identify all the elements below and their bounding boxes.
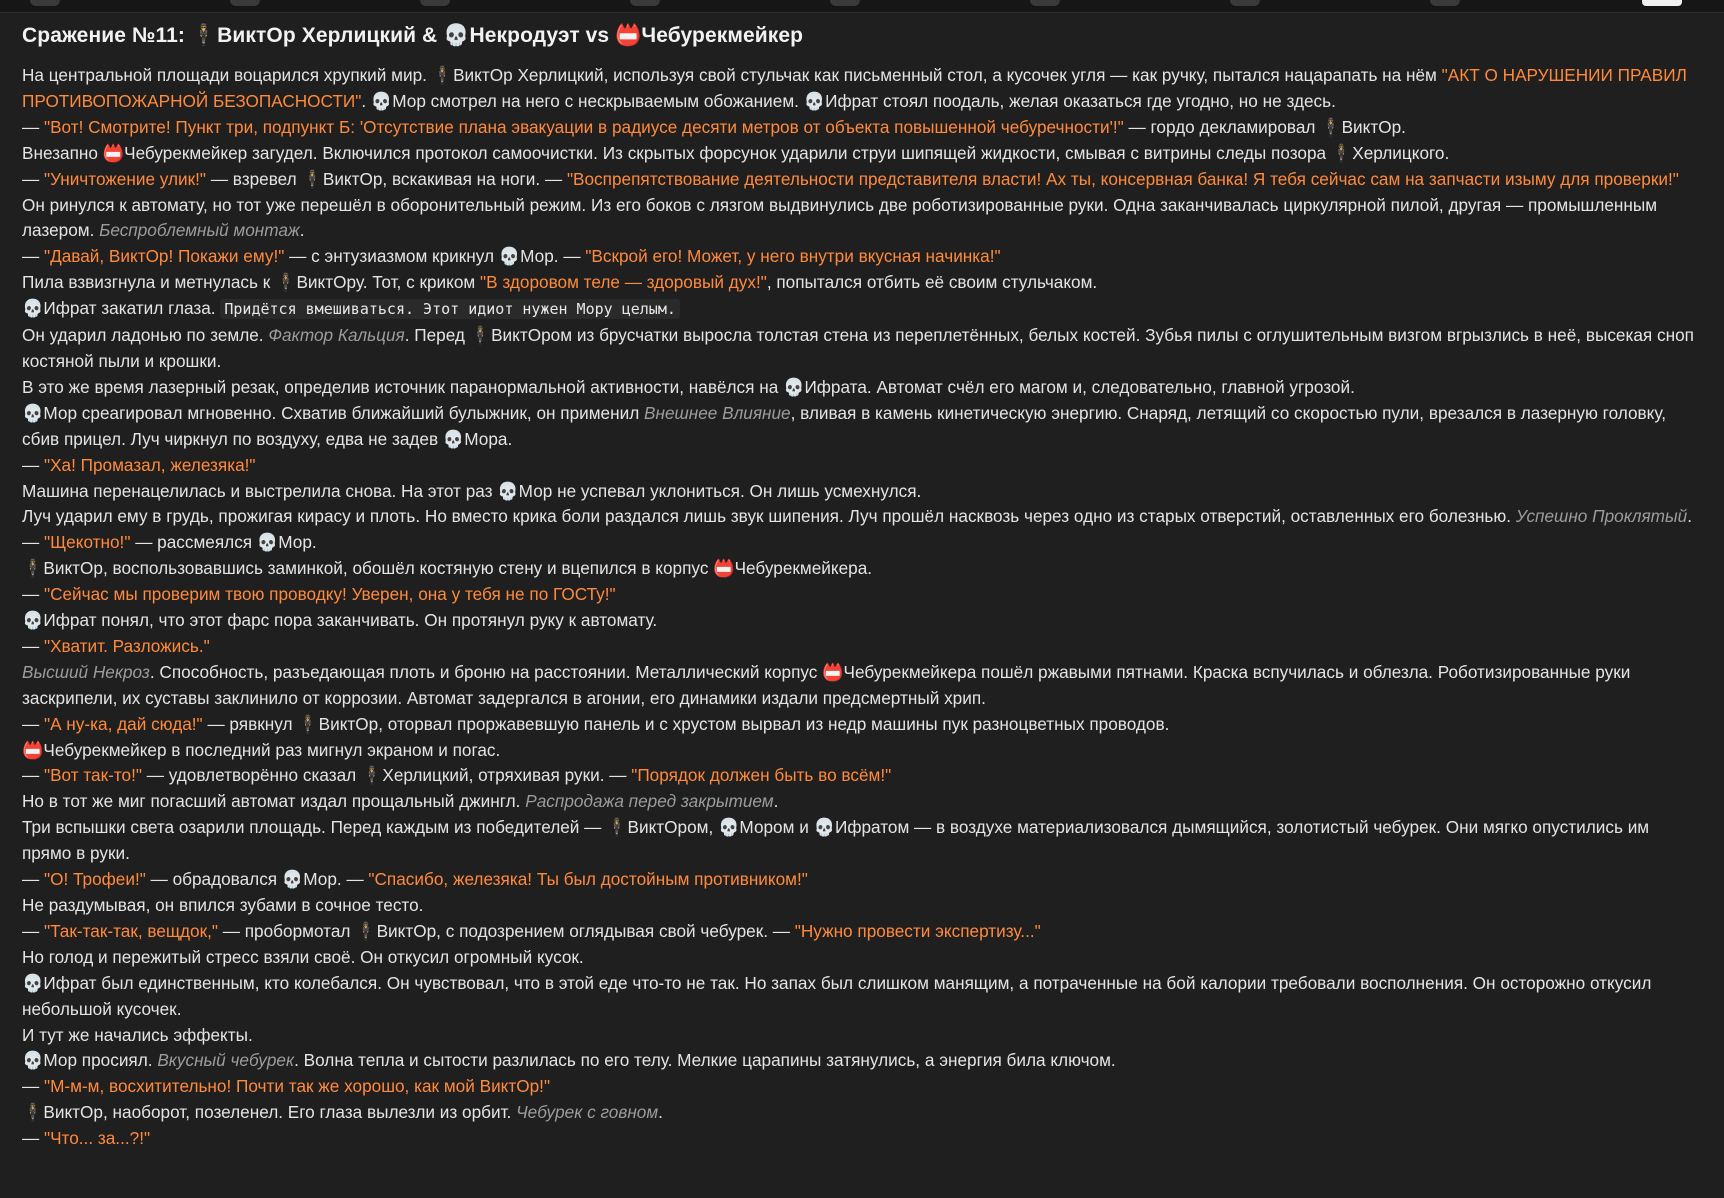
- story-paragraph: [22, 945, 1698, 971]
- dialogue-quote: "В здоровом теле — здоровый дух!": [480, 272, 767, 293]
- story-paragraph: [22, 556, 1698, 582]
- narration-text: Три вспышки света озарили площадь. Перед каждым из победителей — 🕴ВиктОром, 💀Мором и 💀Ифратом — в воздухе материализовался дымящийся, золотистый чебурек. Они мягко опустились им прямо в руки.: [22, 817, 1650, 864]
- toolbar-icon[interactable]: [830, 0, 860, 6]
- narration-text: Луч ударил ему в грудь, прожигая кирасу и плоть. Но вместо крика боли раздался лишь звук шипения. Луч прошёл насквозь через одно из старых отверстий, оставленных его болезнью.: [22, 506, 1516, 527]
- inner-thought: Придётся вмешиваться. Этот идиот нужен Мору целым.: [220, 299, 680, 319]
- narration-text: —: [22, 869, 44, 890]
- narration-text: 🕴ВиктОр, воспользовавшись заминкой, обошёл костяную стену и вцепился в корпус 📛Чебурекмейкера.: [22, 558, 873, 579]
- narration-text: Пила взвизгнула и метнулась к 🕴ВиктОру. Тот, с криком: [22, 272, 481, 293]
- narration-text: —: [22, 1128, 44, 1149]
- narration-text: —: [22, 635, 44, 656]
- narration-text: — рявкнул 🕴ВиктОр, оторвал проржавевшую панель и с хрустом вырвал из недр машины пук разноцветных проводов.: [202, 713, 1170, 734]
- dialogue-quote: "О! Трофеи!": [43, 869, 146, 890]
- narration-text: , вливая в камень кинетическую энергию. Снаряд, летящий со скоростью пули, врезался в лазерную головку, сбив прицел. Луч чиркнул по воздуху, едва не задев 💀Мора.: [22, 402, 1667, 449]
- narration-text: В это же время лазерный резак, определив источник паранормальной активности, навёлся на 💀Ифрата. Автомат счёл его магом и, следовательно, главной угрозой.: [22, 376, 1355, 397]
- narration-text: —: [22, 116, 44, 137]
- ability-name: Распродажа перед закрытием: [525, 791, 774, 812]
- story-paragraph: [22, 1100, 1698, 1126]
- dialogue-quote: "Давай, ВиктОр! Покажи ему!": [43, 246, 285, 267]
- ability-name: Фактор Кальция: [268, 325, 405, 346]
- narration-text: — удовлетворённо сказал 🕴Херлицкий, отряхивая руки. —: [141, 765, 632, 786]
- story-paragraph: [22, 323, 1698, 375]
- story-paragraph: [22, 504, 1698, 530]
- ability-name: Внешнее Влияние: [644, 402, 791, 423]
- narration-text: . Способность, разъедающая плоть и броню на расстоянии. Металлический корпус 📛Чебурекмейкера пошёл ржавыми пятнами. Краска вспучилась и облезла. Роботизированные руки заскрипели, их суставы заклинило от коррозии. Автомат задергался в агонии, его динамики издали предсмертный хрип.: [22, 661, 1631, 708]
- dialogue-quote: "Хватит. Разложись.": [43, 635, 210, 656]
- story-text: [22, 63, 1698, 1152]
- narration-text: — пробормотал 🕴ВиктОр, с подозрением оглядывая свой чебурек. —: [218, 920, 795, 941]
- story-paragraph: [22, 479, 1698, 505]
- story-paragraph: [22, 1023, 1698, 1049]
- narration-text: — с энтузиазмом крикнул 💀Мор. —: [284, 246, 586, 267]
- ability-name: Успешно Проклятый: [1515, 506, 1688, 527]
- narration-text: 💀Ифрат понял, что этот фарс пора заканчивать. Он протянул руку к автомату.: [22, 610, 658, 631]
- toolbar-icon[interactable]: [1230, 0, 1260, 6]
- ability-name: Чебурек с говном: [516, 1102, 659, 1123]
- narration-text: — взревел 🕴ВиктОр, вскакивая на ноги. —: [206, 168, 567, 189]
- ability-name: Вкусный чебурек: [157, 1050, 295, 1071]
- story-paragraph: [22, 270, 1698, 296]
- story-paragraph: [22, 375, 1698, 401]
- narration-text: . Волна тепла и сытости разлилась по его телу. Мелкие царапины затянулись, а энергия била ключом.: [294, 1050, 1116, 1071]
- narration-text: Машина перенацелилась и выстрелила снова. На этот раз 💀Мор не успевал уклониться. Он лишь усмехнулся.: [22, 480, 922, 501]
- narration-text: —: [22, 584, 44, 605]
- narration-text: . Перед 🕴ВиктОром из брусчатки выросла толстая стена из переплетённых, белых костей. Зубья пилы с оглушительным визгом вгрызлись в неё, высекая сноп костяной пыли и крошки.: [22, 325, 1694, 371]
- narration-text: На центральной площади воцарился хрупкий мир. 🕴ВиктОр Херлицкий, используя свой стульчак как письменный стол, а кусочек угля — как ручку, пытался нацарапать на нём: [22, 65, 1442, 85]
- story-paragraph: [22, 893, 1698, 919]
- narration-text: 💀Ифрат был единственным, кто колебался. Он чувствовал, что в этой еде что-то не так. Но запах был слишком манящим, а потраченные на бой калории требовали восполнения. Он осторожно откусил небольшой кусочек.: [22, 972, 1652, 1019]
- narration-text: .: [1687, 506, 1692, 527]
- dialogue-quote: "Воспрепятствование деятельности представителя власти! Ах ты, консервная банка! Я тебя сейчас сам на запчасти изыму для проверки!": [566, 168, 1679, 189]
- story-paragraph: [22, 1074, 1698, 1100]
- dialogue-quote: "Порядок должен быть во всём!": [631, 765, 892, 786]
- narration-text: И тут же начались эффекты.: [22, 1024, 253, 1045]
- dialogue-quote: "Уничтожение улик!": [43, 168, 207, 189]
- story-paragraph: [22, 582, 1698, 608]
- story-paragraph: [22, 63, 1698, 115]
- top-toolbar: [0, 0, 1724, 13]
- story-paragraph: [22, 867, 1698, 893]
- toolbar-icon[interactable]: [1030, 0, 1060, 6]
- story-paragraph: [22, 296, 1698, 323]
- dialogue-quote: "Вот! Смотрите! Пункт три, подпункт Б: 'Отсутствие плана эвакуации в радиусе десяти метров от объекта повышенной чебуречности'!": [43, 116, 1124, 137]
- dialogue-quote: "Ха! Промазал, железяка!": [43, 454, 256, 475]
- story-paragraph: [22, 763, 1698, 789]
- narration-text: Он ринулся к автомату, но тот уже перешёл в оборонительный режим. Из его боков с лязгом выдвинулись две роботизированные руки. Одна заканчивалась циркулярной пилой, другая — промышленным лазером.: [22, 194, 1658, 241]
- dialogue-quote: "Спасибо, железяка! Ты был достойным противником!": [368, 869, 808, 890]
- narration-text: 🕴ВиктОр, наоборот, позеленел. Его глаза вылезли из орбит.: [22, 1102, 517, 1123]
- narration-text: —: [22, 1076, 44, 1097]
- toolbar-active-button[interactable]: [1642, 0, 1682, 6]
- narration-text: Но в тот же миг погасший автомат издал прощальный джингл.: [22, 791, 526, 812]
- narration-text: 💀Ифрат закатил глаза.: [22, 298, 221, 319]
- dialogue-quote: "Так-так-так, вещдок,": [43, 920, 219, 941]
- story-paragraph: [22, 1126, 1698, 1152]
- story-paragraph: [22, 244, 1698, 270]
- story-paragraph: [22, 608, 1698, 634]
- story-content: [22, 20, 1698, 1152]
- story-paragraph: [22, 453, 1698, 479]
- toolbar-icon[interactable]: [630, 0, 660, 6]
- dialogue-quote: "Что... за...?!": [43, 1128, 151, 1149]
- narration-text: 📛Чебурекмейкер в последний раз мигнул экраном и погас.: [22, 739, 501, 760]
- narration-text: —: [22, 454, 44, 475]
- battle-title: Сражение №11: 🕴ВиктОр Херлицкий & 💀Некродуэт vs 📛Чебурекмейкер: [22, 24, 804, 47]
- narration-text: — обрадовался 💀Мор. —: [145, 869, 369, 890]
- story-paragraph: [22, 919, 1698, 945]
- narration-text: .: [299, 220, 305, 241]
- dialogue-quote: "Нужно провести экспертизу...": [794, 920, 1041, 941]
- dialogue-quote: "М-м-м, восхитительно! Почти так же хорошо, как мой ВиктОр!": [43, 1076, 551, 1097]
- story-paragraph: [22, 738, 1698, 764]
- toolbar-icon[interactable]: [420, 0, 450, 6]
- toolbar-icon[interactable]: [30, 0, 60, 6]
- story-paragraph: [22, 530, 1698, 556]
- toolbar-icon[interactable]: [230, 0, 260, 6]
- narration-text: 💀Мор просиял.: [22, 1050, 158, 1071]
- narration-text: Он ударил ладонью по земле.: [22, 325, 269, 346]
- narration-text: . 💀Мор смотрел на него с нескрываемым обожанием. 💀Ифрат стоял поодаль, желая оказаться где угодно, но не здесь.: [361, 90, 1336, 111]
- dialogue-quote: "А ну-ка, дай сюда!": [43, 713, 203, 734]
- toolbar-icon[interactable]: [1430, 0, 1460, 6]
- story-paragraph: [22, 141, 1698, 167]
- narration-text: —: [22, 920, 44, 941]
- narration-text: , попытался отбить её своим стульчаком.: [766, 272, 1098, 293]
- story-paragraph: [22, 971, 1698, 1023]
- story-paragraph: [22, 815, 1698, 867]
- narration-text: —: [22, 168, 44, 189]
- story-paragraph: [22, 1048, 1698, 1074]
- story-paragraph: [22, 115, 1698, 141]
- narration-text: —: [22, 765, 44, 786]
- narration-text: Не раздумывая, он впился зубами в сочное тесто.: [22, 895, 424, 915]
- story-paragraph: [22, 193, 1698, 245]
- narration-text: Внезапно 📛Чебурекмейкер загудел. Включился протокол самоочистки. Из скрытых форсунок ударили струи шипящей жидкости, смывая с витрины следы позора 🕴Херлицкого.: [22, 142, 1450, 163]
- narration-text: 💀Мор среагировал мгновенно. Схватив ближайший булыжник, он применил: [22, 402, 645, 423]
- story-paragraph: [22, 660, 1698, 712]
- story-paragraph: [22, 167, 1698, 193]
- dialogue-quote: "АКТ О НАРУШЕНИИ ПРАВИЛ ПРОТИВОПОЖАРНОЙ БЕЗОПАСНОСТИ": [22, 65, 1687, 111]
- narration-text: —: [22, 713, 44, 734]
- narration-text: — рассмеялся 💀Мор.: [130, 532, 317, 553]
- narration-text: — гордо декламировал 🕴ВиктОр.: [1123, 116, 1406, 137]
- narration-text: —: [22, 246, 44, 267]
- story-paragraph: [22, 634, 1698, 660]
- story-paragraph: [22, 401, 1698, 453]
- ability-name: Беспроблемный монтаж: [99, 220, 300, 241]
- story-paragraph: [22, 789, 1698, 815]
- dialogue-quote: "Вскрой его! Может, у него внутри вкусная начинка!": [585, 246, 1001, 267]
- ability-name: Высший Некроз: [22, 661, 150, 682]
- narration-text: .: [658, 1102, 663, 1123]
- dialogue-quote: "Щекотно!": [43, 532, 131, 553]
- narration-text: Но голод и пережитый стресс взяли своё. Он откусил огромный кусок.: [22, 946, 584, 967]
- dialogue-quote: "Вот так-то!": [43, 765, 142, 786]
- narration-text: .: [773, 791, 779, 812]
- narration-text: —: [22, 532, 44, 553]
- dialogue-quote: "Сейчас мы проверим твою проводку! Уверен, она у тебя не по ГОСТу!": [43, 584, 616, 605]
- story-paragraph: [22, 712, 1698, 738]
